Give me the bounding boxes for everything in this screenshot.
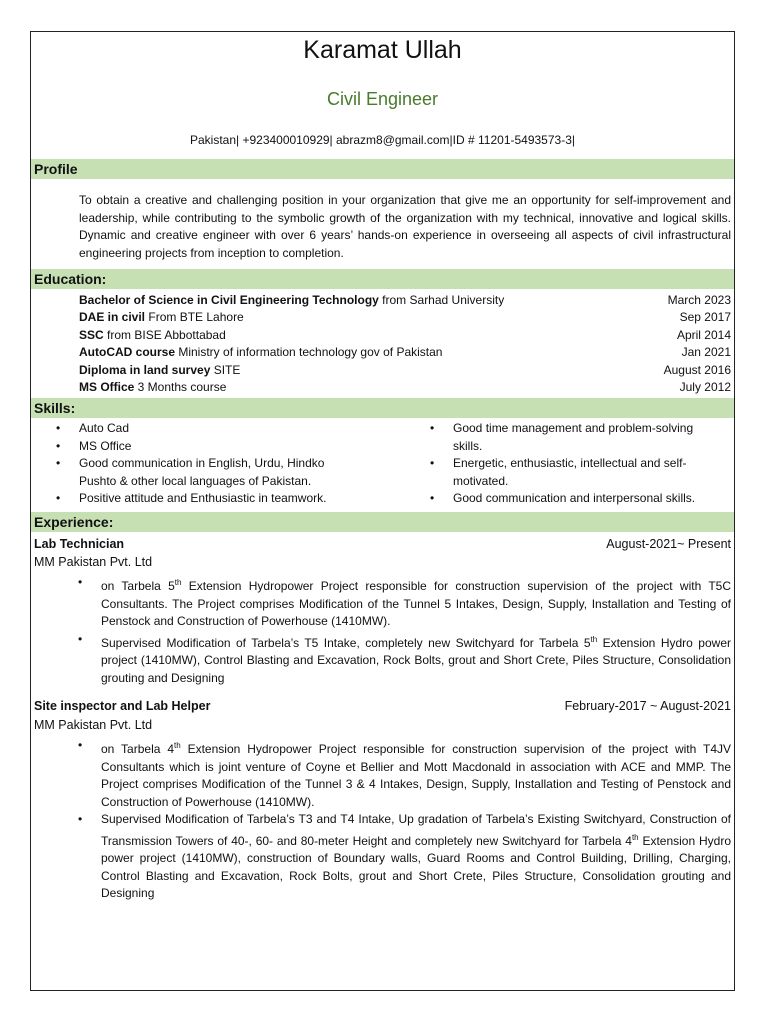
job-bullet: • Supervised Modification of Tarbela’s T3 and T4 Intake, Up gradation of Tarbela’s Existing Switchyard, Construction of Transmission Towers of 40-, 60- and 80-meter Height and completely new Switchyard for Tarbela 4th Extension Hydro power project (1410MW), construction of Boundary walls, Guard Rooms and Control Building, Drilling, Charging, Control Blasting and Excavation, Rock Bolts, grout and Short Crete, Piles Structure, Consolidation grouting and Designing xyxy=(31,811,731,903)
job-bullet: • on Tarbela 4th Extension Hydropower Project responsible for construction supervision of the project with T4JV Consultants which is joint venture of Coyne et Bellier and Mott Macdonald in association with ACE and MMP. The Project comprises Modification of the Tunnel 3 & 4 Intakes, Design, Supply, Installation and Testing of Penstock and Construction of Powerhouse (1410MW). xyxy=(31,737,731,811)
education-row xyxy=(79,292,731,309)
skill-item: • Good communication and interpersonal skills. xyxy=(415,490,720,508)
education-degree: SSC xyxy=(79,327,104,342)
education-heading: Education: xyxy=(31,269,734,289)
skills-left-column xyxy=(41,420,361,508)
contact-line: Pakistan| +923400010929| abrazm8@gmail.com|ID # 11201-5493573-3| xyxy=(189,133,575,147)
education-row xyxy=(79,309,731,326)
skill-item: • MS Office xyxy=(41,438,361,456)
skill-item: • Energetic, enthusiastic, intellectual and self-motivated. xyxy=(415,455,720,490)
education-degree: AutoCAD course xyxy=(79,345,176,360)
education-row xyxy=(79,344,731,361)
skills-right-column xyxy=(415,420,720,508)
education-row xyxy=(79,327,731,344)
skills-heading: Skills: xyxy=(31,398,734,418)
profile-text: To obtain a creative and challenging position in your organization that give me an opportunity for self-improvement and leadership, while contributing to the symbolic growth of the organization with my technical, innovative and logical skills. Dynamic and creative engineer with over 6 years’ hands-on experience in overseeing all aspects of civil infrastructural engineering projects from inception to completion. xyxy=(79,193,731,260)
job-role: Lab Technician xyxy=(34,537,125,551)
job-header xyxy=(34,537,731,551)
profile-heading: Profile xyxy=(31,159,734,179)
education-date: Sep 2017 xyxy=(679,310,731,325)
resume-page xyxy=(30,31,735,991)
job-bullets xyxy=(31,737,731,903)
job-bullets xyxy=(31,574,731,687)
education-row xyxy=(79,362,731,379)
job-dates: August-2021~ Present xyxy=(606,537,731,551)
education-list xyxy=(79,292,731,396)
candidate-name: Karamat Ullah xyxy=(303,36,462,64)
education-row xyxy=(79,379,731,396)
education-institution: from BISE Abbottabad xyxy=(103,327,226,342)
education-degree: Diploma in land survey xyxy=(79,362,211,377)
education-institution: From BTE Lahore xyxy=(145,310,244,325)
education-date: Jan 2021 xyxy=(681,345,731,360)
education-institution: 3 Months course xyxy=(134,380,227,395)
education-institution: from Sarhad University xyxy=(378,293,505,307)
skill-item: • Positive attitude and Enthusiastic in teamwork. xyxy=(41,490,361,508)
job-dates: February-2017 ~ August-2021 xyxy=(564,699,731,713)
job-bullet: • Supervised Modification of Tarbela’s T5 Intake, completely new Switchyard for Tarbela 5th Extension Hydro power project (1410MW), Control Blasting and Excavation, Rock Bolts, grout and Short Crete, Piles Structure, Consolidation grouting and Designing xyxy=(31,631,731,688)
education-institution: Ministry of information technology gov of Pakistan xyxy=(175,345,443,360)
job-bullet: • on Tarbela 5th Extension Hydropower Project responsible for construction supervision of the project with T5C Consultants. The Project comprises Modification of the Tunnel 5 Intakes, Design, Supply, Installation and Testing of Penstock and Construction of Powerhouse (1410MW). xyxy=(31,574,731,631)
job-header xyxy=(34,699,731,713)
job-company: MM Pakistan Pvt. Ltd xyxy=(34,555,153,569)
candidate-title: Civil Engineer xyxy=(326,89,439,109)
education-degree: Bachelor of Science in Civil Engineering Technology xyxy=(79,293,379,307)
skill-item: • Auto Cad xyxy=(41,420,361,438)
education-date: August 2016 xyxy=(663,362,731,377)
experience-heading: Experience: xyxy=(31,512,734,532)
education-degree: DAE in civil xyxy=(79,310,146,325)
job-role: Site inspector and Lab Helper xyxy=(34,699,211,713)
skill-item: • Good communication in English, Urdu, Hindko Pushto & other local languages of Pakistan. xyxy=(41,455,361,490)
education-date: March 2023 xyxy=(667,293,731,307)
job-company: MM Pakistan Pvt. Ltd xyxy=(34,718,153,732)
skill-item: • Good time management and problem-solving skills. xyxy=(415,420,720,455)
education-date: April 2014 xyxy=(676,327,731,342)
education-institution: SITE xyxy=(210,362,241,377)
education-date: July 2012 xyxy=(679,380,731,395)
education-degree: MS Office xyxy=(79,380,135,395)
